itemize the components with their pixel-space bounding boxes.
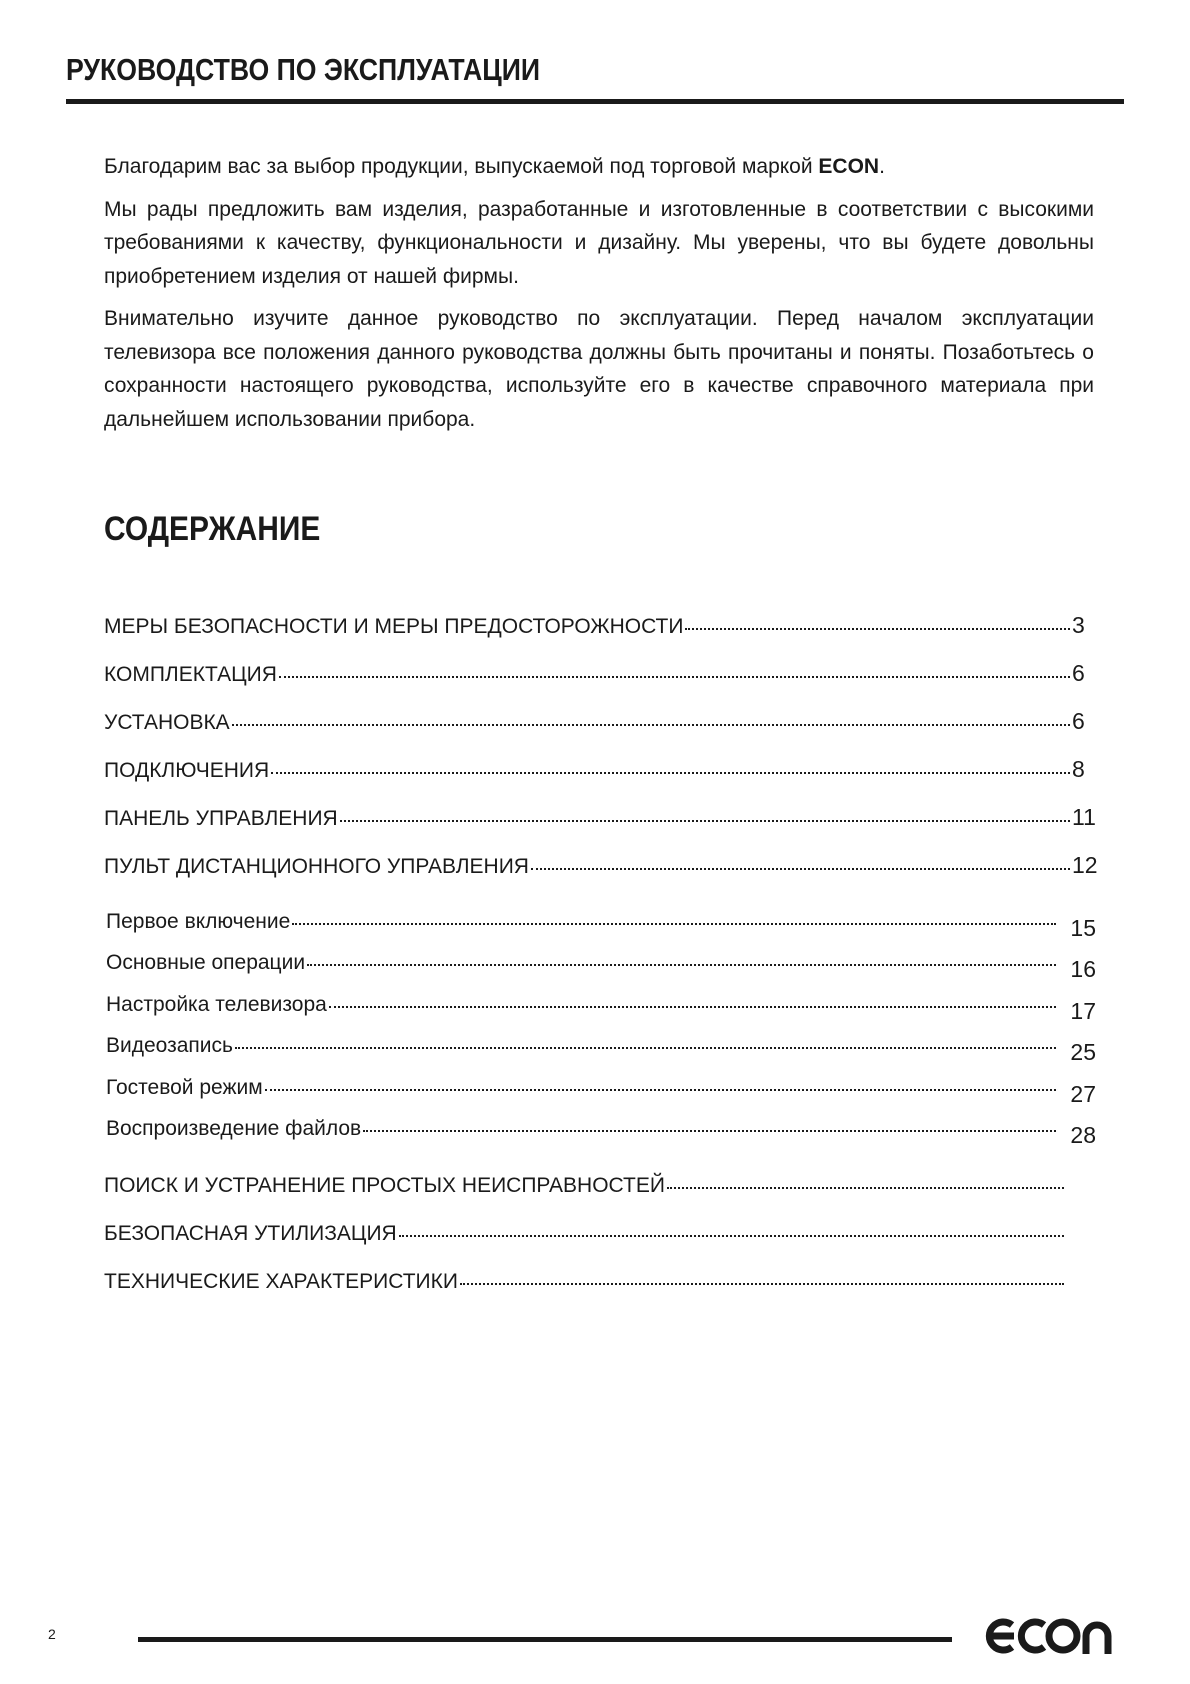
toc-entry-title: МЕРЫ БЕЗОПАСНОСТИ И МЕРЫ ПРЕДОСТОРОЖНОСТИ [104, 615, 684, 638]
page-number: 2 [48, 1626, 56, 1642]
toc-entry-title: ТЕХНИЧЕСКИЕ ХАРАКТЕРИСТИКИ [104, 1270, 458, 1293]
toc-subentry[interactable] [106, 907, 1096, 948]
toc-entry-page: 3 [1072, 612, 1085, 638]
toc-entry-title: ПАНЕЛЬ УПРАВЛЕНИЯ [104, 807, 338, 830]
toc-leader [265, 1089, 1056, 1091]
toc-entry-page: 28 [1070, 1121, 1096, 1148]
toc-entry-page: 17 [1070, 997, 1096, 1024]
toc-leader [363, 1130, 1056, 1132]
brand-name: ECON [818, 155, 880, 178]
toc-entry[interactable] [104, 804, 1104, 852]
toc-subentry[interactable] [106, 1114, 1096, 1155]
intro-paragraph-1 [104, 150, 1094, 184]
header-divider [66, 99, 1124, 104]
intro-paragraph-2: Мы рады предложить вам изделия, разработанные и изготовленные в соответствии с высокими требованиями к качеству, функциональности и дизайну. Мы уверены, что вы будете довольны приобретением изделия от нашей фирмы. [104, 197, 1094, 288]
toc-subentry[interactable] [106, 1031, 1096, 1072]
toc-entry[interactable] [104, 708, 1104, 756]
toc-entry-page: 12 [1072, 852, 1098, 878]
toc-entry[interactable] [104, 852, 1104, 900]
toc-entry-title: БЕЗОПАСНАЯ УТИЛИЗАЦИЯ [104, 1222, 397, 1245]
toc-entry-title: ПОИСК И УСТРАНЕНИЕ ПРОСТЫХ НЕИСПРАВНОСТЕЙ [104, 1174, 665, 1197]
toc-entry-title: Основные операции [106, 951, 306, 975]
toc-entry[interactable] [104, 1270, 1104, 1318]
page-title: РУКОВОДСТВО ПО ЭКСПЛУАТАЦИИ [66, 52, 541, 87]
toc-leader [329, 1006, 1056, 1008]
toc-entry[interactable] [104, 1174, 1104, 1222]
toc-leader [340, 820, 1070, 822]
toc-leader [531, 868, 1070, 870]
toc-entry[interactable] [104, 612, 1104, 660]
toc-subentry[interactable] [106, 1073, 1096, 1114]
toc-entry-title: Настройка телевизора [106, 992, 327, 1016]
toc-entry-title: Воспроизведение файлов [106, 1116, 362, 1140]
toc-entry-title: Первое включение [106, 910, 291, 933]
toc-entry-page: 27 [1070, 1080, 1096, 1107]
intro-paragraph-3: Внимательно изучите данное руководство по эксплуатации. Перед началом эксплуатации телевизора все положения данного руководства должны быть прочитаны и поняты. Позаботьтесь о сохранности настоящего руководства, используйте его в качестве справочного материала при дальнейшем использовании прибора. [104, 307, 1094, 431]
toc-leader [279, 676, 1070, 678]
toc-entry-page: 6 [1072, 708, 1085, 734]
toc-entry-title: ПОДКЛЮЧЕНИЯ [104, 759, 270, 782]
intro-p1-text: Благодарим вас за выбор продукции, выпускаемой под торговой маркой [104, 155, 819, 178]
econ-logo-icon [984, 1614, 1112, 1656]
toc-entry-title: ПУЛЬТ ДИСТАНЦИОННОГО УПРАВЛЕНИЯ [104, 855, 529, 878]
toc-entry[interactable] [104, 756, 1104, 804]
intro-text [104, 150, 1094, 445]
toc-subentry[interactable] [106, 990, 1096, 1031]
toc-sub-list [106, 907, 1096, 1155]
toc-entry-page: 16 [1070, 956, 1096, 983]
intro-p1-suffix: . [879, 155, 885, 178]
toc-leader [685, 628, 1070, 630]
toc-entry[interactable] [104, 1222, 1104, 1270]
toc-leader [667, 1187, 1064, 1189]
toc-entry-page: 11 [1072, 804, 1096, 830]
toc-leader [292, 923, 1056, 925]
footer-divider [138, 1637, 952, 1642]
toc-main-list [104, 612, 1104, 900]
toc-entry[interactable] [104, 660, 1104, 708]
toc-leader [271, 772, 1070, 774]
toc-entry-page: 15 [1070, 915, 1096, 941]
toc-entry-page: 25 [1070, 1039, 1096, 1066]
toc-entry-page: 8 [1072, 756, 1085, 782]
toc-entry-title: КОМПЛЕКТАЦИЯ [104, 663, 277, 686]
toc-leader [460, 1283, 1064, 1285]
toc-tail-list [104, 1174, 1104, 1318]
toc-title: СОДЕРЖАНИЕ [104, 510, 321, 548]
toc-leader [235, 1047, 1056, 1049]
toc-leader [399, 1235, 1064, 1237]
toc-entry-title: Гостевой режим [106, 1075, 263, 1099]
toc-entry-title: Видеозапись [106, 1034, 233, 1058]
toc-subentry[interactable] [106, 948, 1096, 989]
toc-leader [307, 964, 1056, 966]
toc-leader [232, 724, 1070, 726]
toc-entry-title: УСТАНОВКА [104, 711, 230, 734]
toc-entry-page: 6 [1072, 660, 1085, 686]
